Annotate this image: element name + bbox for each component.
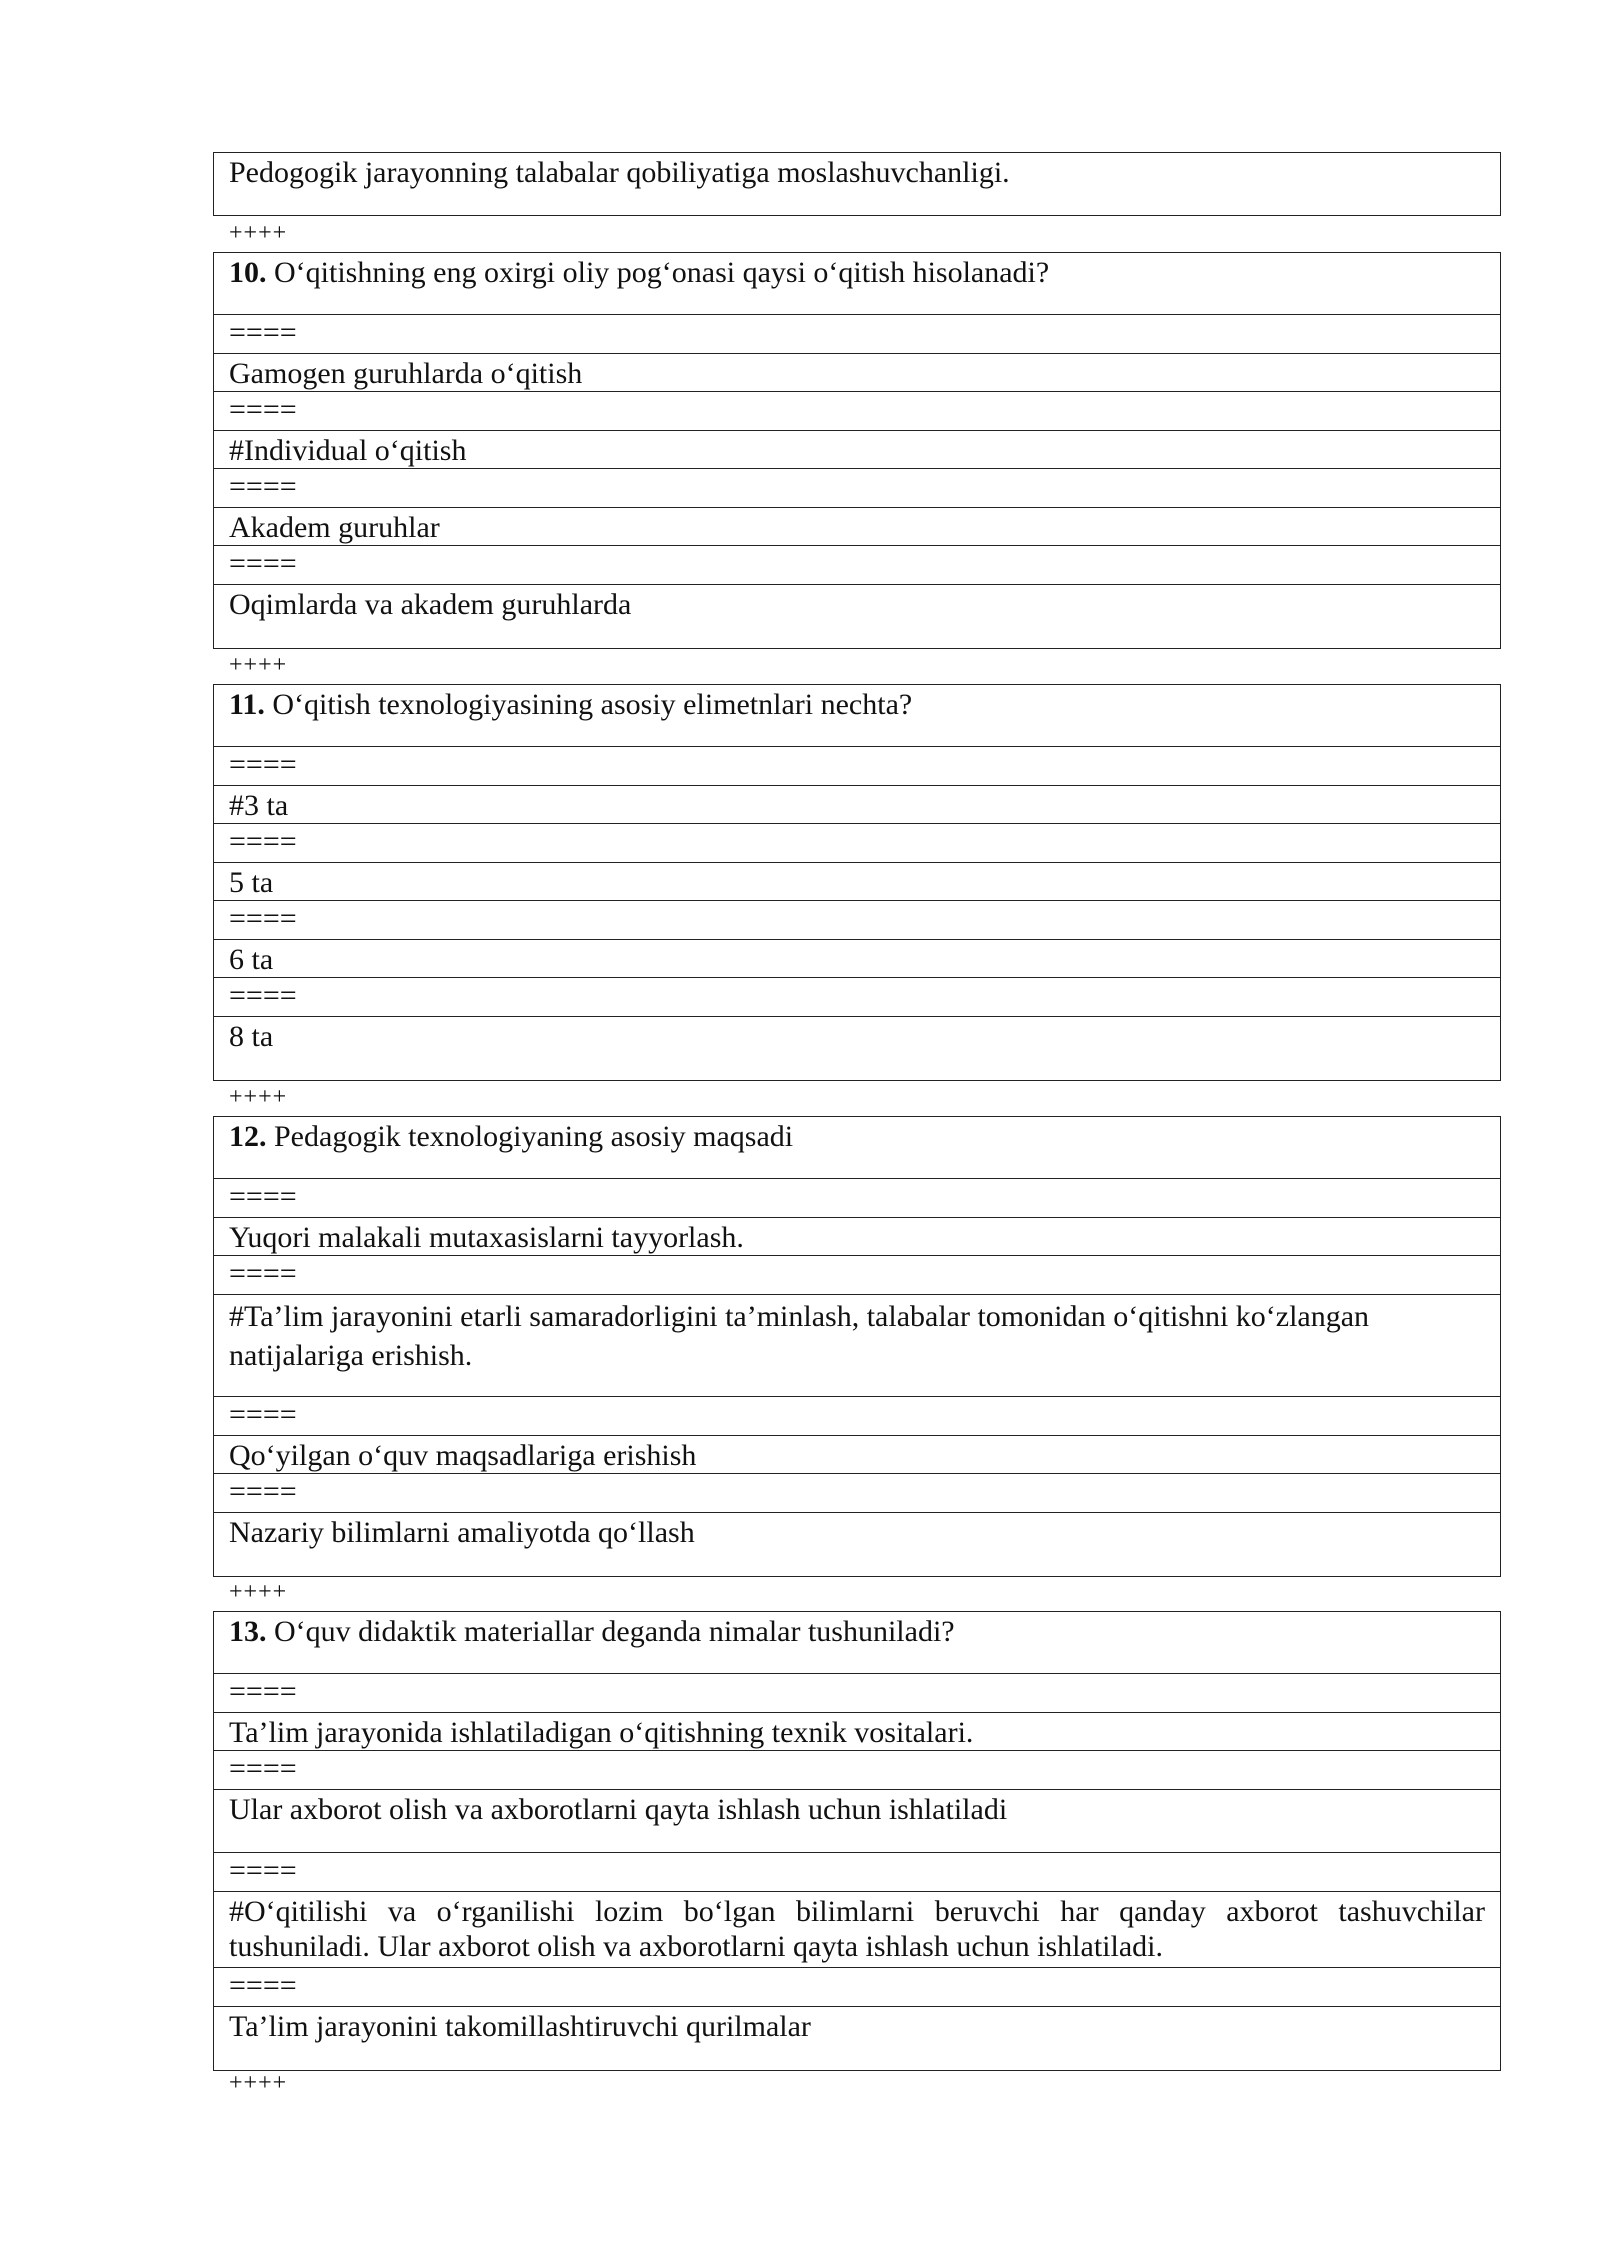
question-text-cell (214, 1612, 1500, 1674)
option-separator: ==== (214, 1968, 1500, 2007)
answer-option: Nazariy bilimlarni amaliyotda qo‘llash (229, 1516, 695, 1549)
answer-option: Ta’lim jarayonida ishlatiladigan o‘qitishning texnik vositalari. (214, 1713, 1500, 1751)
question-number: 10. (229, 256, 267, 289)
answer-option: Ular axborot olish va axborotlarni qayta ishlash uchun ishlatiladi (214, 1790, 1500, 1853)
question-text: Pedagogik texnologiyaning asosiy maqsadi (274, 1120, 794, 1153)
option-separator: ==== (214, 747, 1500, 786)
option-separator: ==== (214, 315, 1500, 354)
answer-option: 5 ta (214, 863, 1500, 901)
answer-option: Akadem guruhlar (214, 508, 1500, 546)
question-text-cell (214, 253, 1500, 315)
option-separator: ==== (214, 1256, 1500, 1295)
question-text: O‘qitishning eng oxirgi oliy pog‘onasi qaysi o‘qitish hisolanadi? (274, 256, 1050, 289)
answer-option: Oqimlarda va akadem guruhlarda (229, 588, 632, 621)
question-text-cell (214, 1117, 1500, 1179)
option-separator: ==== (214, 1474, 1500, 1513)
answer-option: Yuqori malakali mutaxasislarni tayyorlash. (214, 1218, 1500, 1256)
answer-option-correct: #3 ta (214, 786, 1500, 824)
answer-option: 8 ta (229, 1020, 274, 1053)
option-separator: ==== (214, 1674, 1500, 1713)
option-separator: ==== (214, 901, 1500, 940)
option-separator: ==== (214, 1179, 1500, 1218)
question-block-11 (213, 684, 1501, 1081)
question-block-10 (213, 252, 1501, 649)
question-number: 11. (229, 688, 265, 721)
answer-option-correct: #Ta’lim jarayonini etarli samaradorligini ta’minlash, talabalar tomonidan o‘qitishni ko‘zlangan natijalariga erishish. (214, 1295, 1500, 1397)
option-separator: ==== (214, 978, 1500, 1017)
option-separator: ==== (214, 1751, 1500, 1790)
question-block-12 (213, 1116, 1501, 1577)
option-separator: ==== (214, 1397, 1500, 1436)
answer-option: Qo‘yilgan o‘quv maqsadlariga erishish (214, 1436, 1500, 1474)
end-marker: ++++ (229, 1579, 288, 1605)
end-marker: ++++ (229, 2070, 288, 2096)
option-separator: ==== (214, 824, 1500, 863)
option-separator: ==== (214, 469, 1500, 508)
question-number: 12. (229, 1120, 267, 1153)
answer-option: Ta’lim jarayonini takomillashtiruvchi qurilmalar (229, 2010, 811, 2043)
option-separator: ==== (214, 546, 1500, 585)
answer-text: Pedogogik jarayonning talabalar qobiliyatiga moslashuvchanligi. (229, 156, 1010, 189)
answer-option-correct: #Individual o‘qitish (214, 431, 1500, 469)
question-text: O‘quv didaktik materiallar deganda nimalar tushuniladi? (274, 1615, 955, 1648)
answer-option (214, 153, 1500, 215)
answer-block-top (213, 152, 1501, 216)
answer-option-correct: #O‘qitilishi va o‘rganilishi lozim bo‘lgan bilimlarni beruvchi har qanday axborot tashuvchilar tushuniladi. Ular axborot olish va axborotlarni qayta ishlash uchun ishlatiladi. (214, 1892, 1500, 1968)
answer-option: Gamogen guruhlarda o‘qitish (214, 354, 1500, 392)
question-number: 13. (229, 1615, 267, 1648)
question-text: O‘qitish texnologiyasining asosiy elimetnlari nechta? (272, 688, 913, 721)
answer-option: 6 ta (214, 940, 1500, 978)
question-text-cell (214, 685, 1500, 747)
question-block-13 (213, 1611, 1501, 2071)
end-marker: ++++ (229, 220, 288, 246)
end-marker: ++++ (229, 1084, 288, 1110)
option-separator: ==== (214, 1853, 1500, 1892)
option-separator: ==== (214, 392, 1500, 431)
end-marker: ++++ (229, 652, 288, 678)
